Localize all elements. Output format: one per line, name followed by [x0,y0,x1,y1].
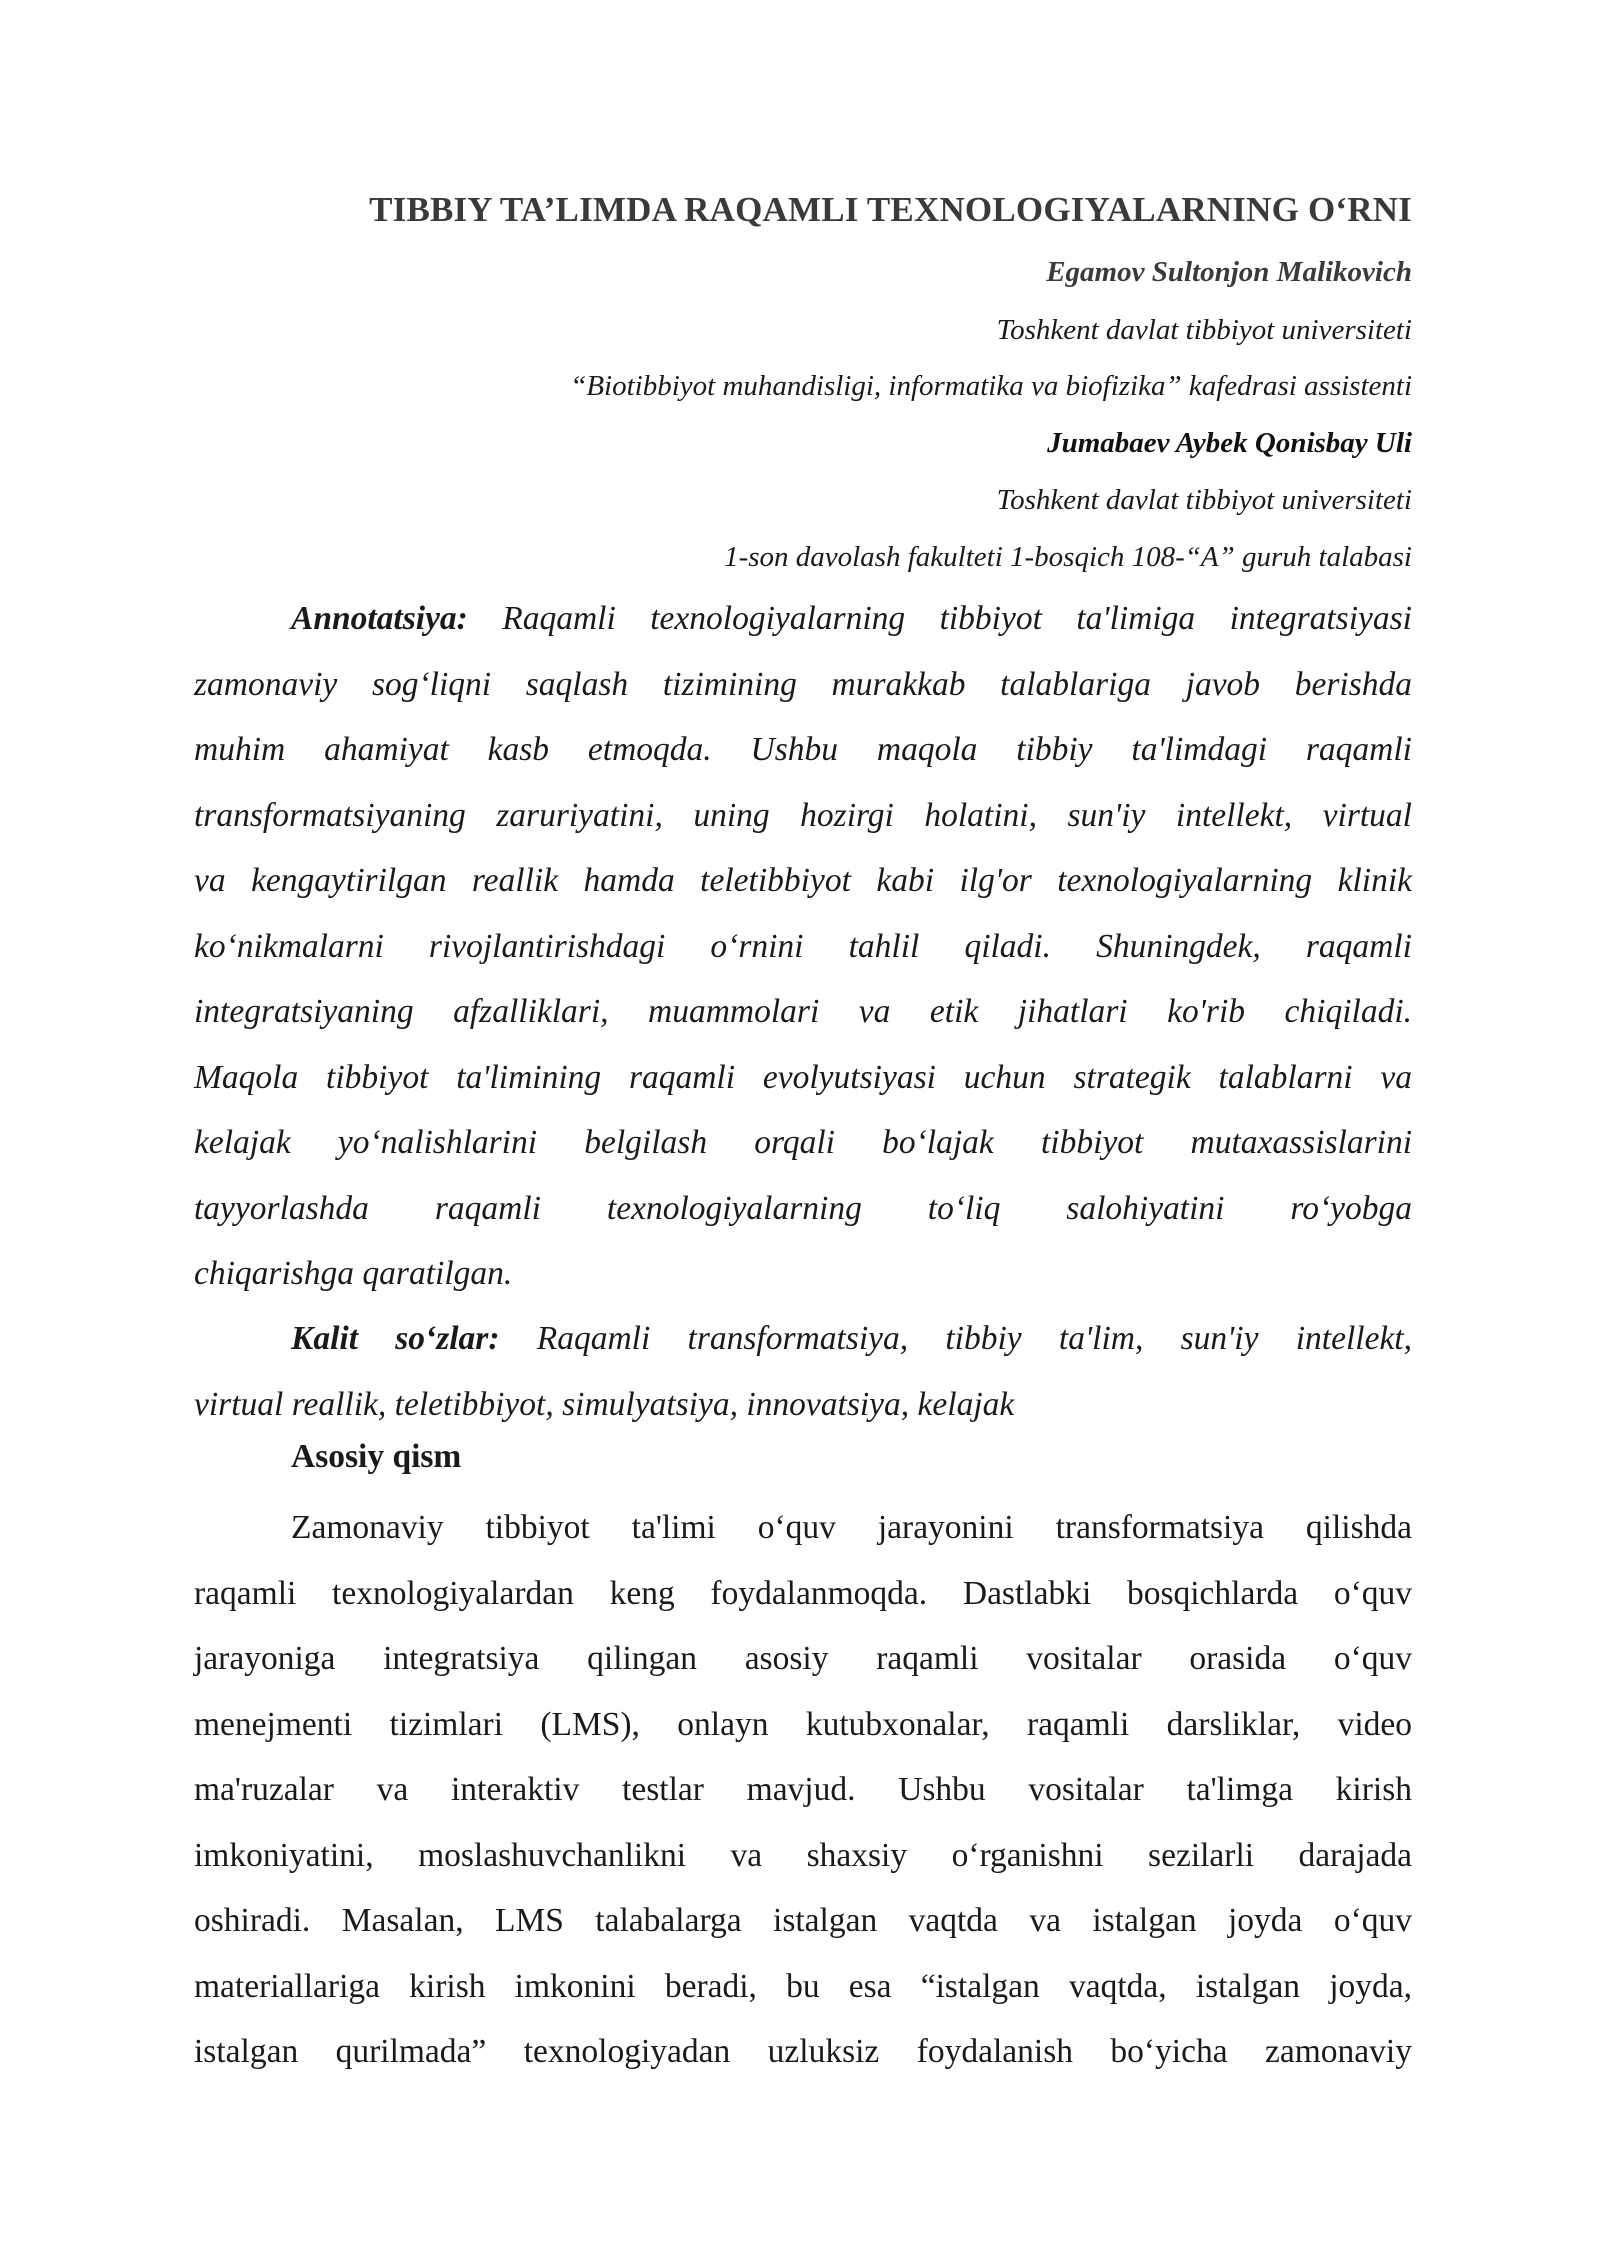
abstract-line: integratsiyaning afzalliklari, muammolari va etik jihatlari ko'rib chiqiladi. [194,993,1412,1030]
keywords-line: virtual reallik, teletibbiyot, simulyatsiya, innovatsiya, kelajak [194,1385,1015,1423]
abstract-line: muhim ahamiyat kasb etmoqda. Ushbu maqola tibbiy ta'limdagi raqamli [194,731,1412,768]
body-line: raqamli texnologiyalardan keng foydalanmoqda. Dastlabki bosqichlarda o‘quv [194,1574,1412,1612]
author-position-1: “Biotibbiyot muhandisligi, informatika va biofizika” kafedrasi assistenti [570,370,1412,402]
author-name-2: Jumabaev Aybek Qonisbay Uli [1047,427,1412,459]
abstract-line: Annotatsiya: Raqamli texnologiyalarning tibbiyot ta'limiga integratsiyasi [291,600,1412,637]
abstract-line: chiqarishga qaratilgan. [194,1255,513,1292]
abstract-line: kelajak yo‘nalishlarini belgilash orqali bo‘lajak tibbiyot mutaxassislarini [194,1124,1412,1161]
body-line: Zamonaviy tibbiyot ta'limi o‘quv jarayonini transformatsiya qilishda [291,1509,1412,1546]
author-affiliation-1: Toshkent davlat tibbiyot universiteti [996,314,1412,346]
body-paragraph [194,1495,1412,2085]
abstract-line: zamonaviy sog‘liqni saqlash tizimining murakkab talablariga javob berishda [194,665,1412,703]
abstract-line: ko‘nikmalarni rivojlantirishdagi o‘rnini tahlil qiladi. Shuningdek, raqamli [194,927,1412,965]
keywords [194,1306,1412,1437]
paper-title: TIBBIY TA’LIMDA RAQAMLI TEXNOLOGIYALARNING O‘RNI [369,190,1412,229]
body-line: imkoniyatini, moslashuvchanlikni va shaxsiy o‘rganishni sezilarli darajada [194,1836,1412,1874]
body-line: jarayoniga integratsiya qilingan asosiy raqamli vositalar orasida o‘quv [194,1640,1412,1677]
body-line: oshiradi. Masalan, LMS talabalarga istalgan vaqtda va istalgan joyda o‘quv [194,1902,1412,1939]
abstract [194,586,1412,1307]
author-affiliation-2: Toshkent davlat tibbiyot universiteti [996,484,1412,516]
keywords-label: Kalit so‘zlar: [291,1320,500,1357]
author-position-2: 1-son davolash fakulteti 1-bosqich 108-“A” guruh talabasi [724,541,1412,573]
keywords-line: Kalit so‘zlar: Raqamli transformatsiya, tibbiy ta'lim, sun'iy intellekt, [291,1320,1412,1357]
author-name-1: Egamov Sultonjon Malikovich [1046,256,1412,288]
section-heading: Asosiy qism [291,1438,462,1475]
body-line: menejmenti tizimlari (LMS), onlayn kutubxonalar, raqamli darsliklar, video [194,1705,1412,1743]
abstract-line: tayyorlashda raqamli texnologiyalarning to‘liq salohiyatini ro‘yobga [194,1189,1412,1227]
abstract-line: va kengaytirilgan reallik hamda teletibbiyot kabi ilg'or texnologiyalarning klinik [194,862,1412,899]
body-line: istalgan qurilmada” texnologiyadan uzluksiz foydalanish bo‘yicha zamonaviy [194,2033,1412,2070]
abstract-line: transformatsiyaning zaruriyatini, uning hozirgi holatini, sun'iy intellekt, virtual [194,796,1412,834]
abstract-line: Maqola tibbiyot ta'limining raqamli evolyutsiyasi uchun strategik talablarni va [194,1058,1412,1096]
abstract-label: Annotatsiya: [291,600,468,637]
body-line: materiallariga kirish imkonini beradi, bu esa “istalgan vaqtda, istalgan joyda, [194,1967,1412,2005]
body-line: ma'ruzalar va interaktiv testlar mavjud. Ushbu vositalar ta'limga kirish [194,1771,1412,1808]
